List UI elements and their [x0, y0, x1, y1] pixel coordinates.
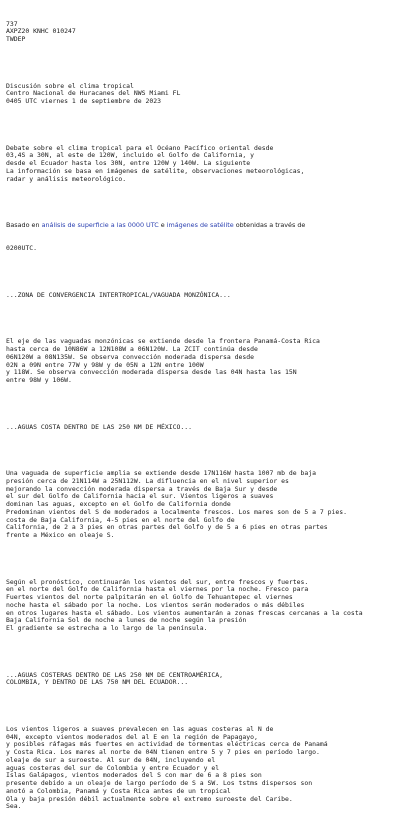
text-line: 04N, excepto vientos moderados del al E en la región de Papagayo, [6, 732, 258, 741]
text-line: Predominan vientos del S de moderados a localmente frescos. Los mares son de 5 a 7 pies. [6, 507, 348, 516]
text-line: el sur del Golfo de California hacia el sur. Vientos ligeros a suaves [6, 492, 274, 501]
text-line: 02N a 09N entre 77W y 98W y de 05N a 12N entre 100W [6, 360, 204, 369]
central-america-paragraph [6, 726, 402, 811]
text-line: El gradiente se estrecha a lo largo de la península. [6, 624, 208, 632]
text-line: frente a México en oleaje S. [6, 531, 115, 539]
text-line: Ola y baja presión débil actualmente sobre el extremo suroeste del Caribe. [6, 794, 293, 803]
text-line: Centro Nacional de Huracanes del NWS Miami FL [6, 89, 181, 98]
based-on-middle: e [158, 221, 167, 229]
text-line: ...AGUAS COSTERAS DENTRO DE LAS 250 NM DE CENTROAMÉRICA, [6, 670, 224, 679]
forecast-discussion-document [6, 5, 402, 819]
text-line: oleaje de sur a suroeste. Al sur de 04N, incluyendo el [6, 755, 216, 764]
text-line: 03,4S a 30N, al este de 120W, incluido el Golfo de California, y [6, 151, 255, 160]
text-line: Una vaguada de superficie amplia se extiende desde 17N116W hasta 1007 mb de baja [6, 469, 317, 477]
satellite-imagery-link[interactable]: imágenes de satélite [166, 221, 234, 229]
text-line: Baja California Sol de noche a lunes de noche según la presión [6, 616, 247, 625]
mexico-paragraph [6, 470, 402, 540]
mexico-forecast-paragraph [6, 579, 402, 633]
itcz-paragraph [6, 338, 402, 385]
text-line: 06N120W a 08N135W. Se observa convección moderada dispersa desde [6, 352, 255, 361]
text-line: noche hasta el sábado por la noche. Los vientos serán moderados o más débiles [6, 600, 305, 609]
text-line: Islas Galápagos, vientos moderados del S con mar de 6 a 8 pies son [6, 771, 262, 780]
text-line: presión cerca de 21N114W a 25N112W. La difluencia en el nivel superior es [6, 476, 289, 485]
text-line: mejorando la convección moderada dispersa a través de Baja Sur y desde [6, 484, 278, 493]
text-line: dominan las aguas, excepto en el Golfo de California donde [6, 500, 231, 508]
intro-paragraph [6, 145, 402, 184]
text-line: presente debido a un oleaje de largo período de S a SW. Los tstms dispersos son [6, 779, 313, 787]
based-on-prefix: Basado en [6, 221, 42, 229]
text-line: y posibles ráfagas más fuertes en actividad de tormentas eléctricas cerca de Panamá [6, 740, 328, 749]
text-line: 0405 UTC viernes 1 de septiembre de 2023 [6, 97, 162, 105]
based-on-time: 0200UTC. [6, 244, 38, 253]
text-line: radar y análisis meteorológico. [6, 174, 127, 183]
central-america-heading [6, 672, 402, 688]
text-line: Los vientos ligeros a suaves prevalecen en las aguas costeras al N de [6, 724, 274, 733]
text-line: desde el Ecuador hasta los 30N, entre 120W y 140W. La siguiente [6, 159, 251, 167]
text-line: aguas costeras del sur de Colombia y entre Ecuador y el [6, 763, 220, 772]
mexico-heading: ...AGUAS COSTA DENTRO DE LAS 250 NM DE MÉXICO... [6, 422, 193, 431]
text-line: hasta cerca de 10N86W a 12N108W a 06N120W. La ZCIT continúa desde [6, 345, 258, 353]
text-line: Fuertes vientos del norte palpitarán en el Golfo de Tehuantepec el viernes [6, 593, 293, 601]
surface-analysis-link[interactable]: análisis de superficie a las 0000 UTC [41, 221, 159, 229]
text-line: y Costa Rica. Los mares al norte de 04N tienen entre 5 y 7 pies en período largo. [6, 748, 320, 756]
text-line: COLOMBIA, Y DENTRO DE LAS 750 NM DEL ECUADOR... [6, 678, 189, 687]
text-line: Sea. [6, 802, 22, 811]
text-line: El eje de las vaguadas monzónicas se extiende desde la frontera Panamá-Costa Rica [6, 337, 320, 346]
text-line: AXPZ20 KNHC 010247 [6, 27, 76, 36]
text-line: costa de Baja California, 4-5 pies en el norte del Golfo de [6, 515, 235, 524]
text-line: La información se basa en imágenes de satélite, observaciones meteorológicas, [6, 166, 305, 175]
text-line: entre 98W y 106W. [6, 376, 72, 384]
based-on-line [6, 222, 402, 230]
itcz-heading: ...ZONA DE CONVERGENCIA INTERTROPICAL/VAGUADA MONZÓNICA... [6, 290, 231, 299]
text-line: Debate sobre el clima tropical para el Océano Pacífico oriental desde [6, 143, 274, 152]
text-line: y 118W. Se observa convección moderada dispersa desde las 04N hasta las 15N [6, 368, 297, 377]
based-on-suffix: obtenidas a través de [233, 221, 306, 229]
text-line: California, de 2 a 3 pies en otras partes del Golfo y de 5 a 6 pies en otras partes [6, 523, 328, 532]
text-line: Según el pronóstico, continuarán los vientos del sur, entre frescos y fuertes. [6, 577, 309, 586]
product-header [6, 21, 402, 44]
text-line: en otros lugares hasta el sábado. Los vientos aumentarán a zonas frescas cercanas a la costa [6, 608, 363, 617]
text-line: Discusión sobre el clima tropical [6, 81, 134, 90]
text-line: 737 [6, 19, 18, 28]
text-line: anotó a Colombia, Panamá y Costa Rica antes de un tropical [6, 786, 231, 795]
text-line: TWDEP [6, 35, 26, 43]
document-title-block [6, 83, 402, 106]
text-line: en el norte del Golfo de California hasta el viernes por la noche. Fresco para [6, 585, 309, 594]
